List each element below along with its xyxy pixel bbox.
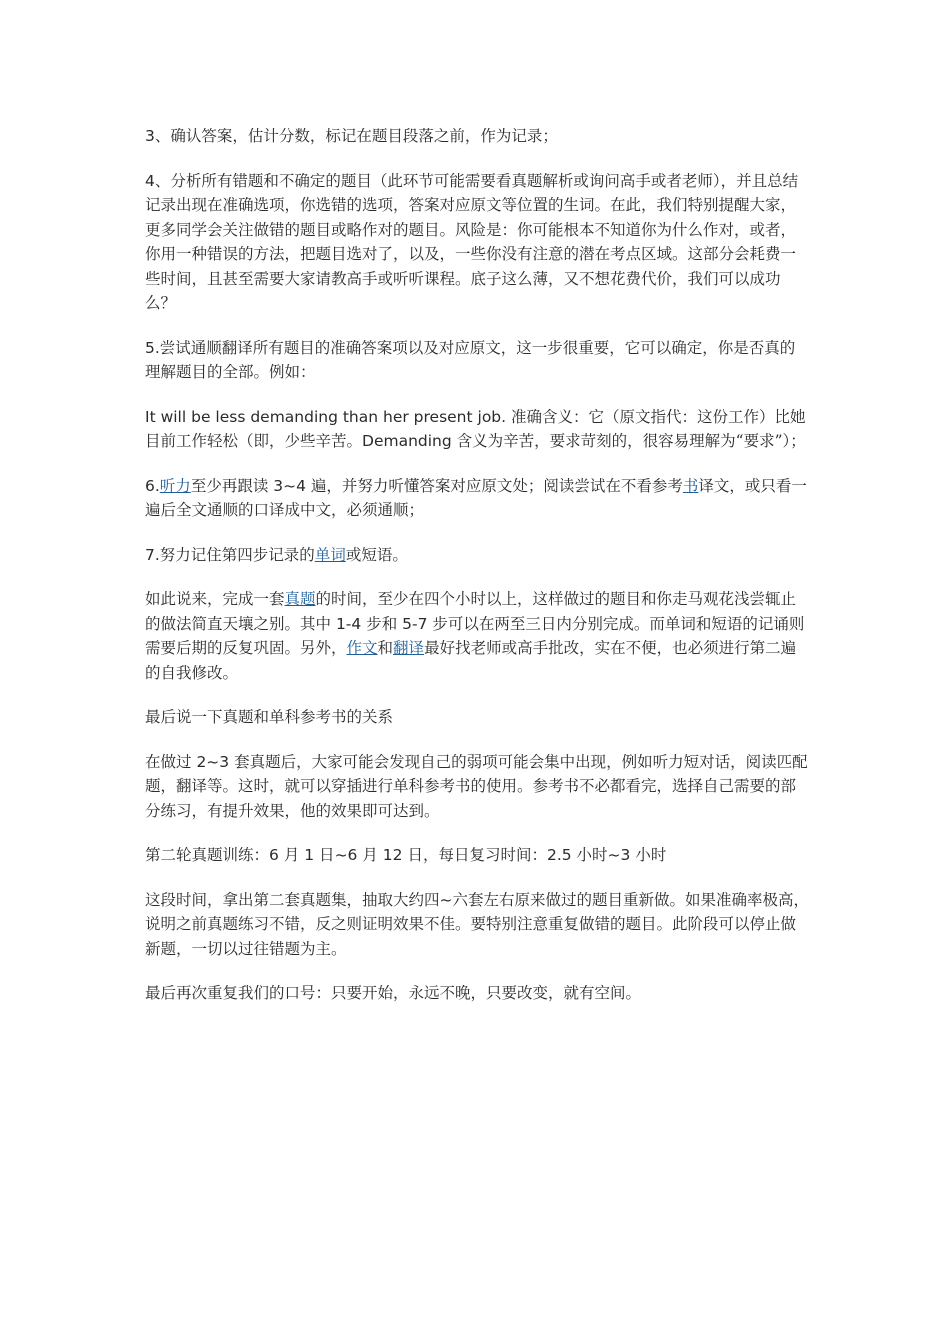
paragraph-summary	[145, 587, 810, 685]
step-range: 5-7	[402, 614, 428, 633]
date-number: 1	[304, 846, 315, 864]
example-word: Demanding	[362, 432, 452, 450]
paragraph-text: 日	[314, 846, 335, 864]
paragraph-step-4	[145, 169, 810, 316]
paragraph-slogan	[145, 981, 810, 1006]
paragraph-text: 小时	[630, 846, 667, 864]
paragraph-text: 、确认答案，估计分数，标记在题目段落之前，作为记录；	[154, 127, 558, 145]
example-sentence: It will be less demanding than her present job.	[145, 407, 507, 426]
paragraph-text: 的时间，至少在四个小时以上，这样做过的题目和你走马观花浅尝辄止的做法简直天壤之别。其中	[145, 590, 797, 633]
repeat-range: 3~4	[273, 476, 306, 495]
link-book[interactable]: 书	[682, 476, 699, 495]
paragraph-text: 第二轮真题训练：	[145, 846, 270, 864]
paragraph-text: 在做过	[145, 752, 197, 771]
example-explanation: 含义为辛苦，要求苛刻的，很容易理解为“要求”）；	[451, 432, 806, 450]
paragraph-text: 如此说来，完成一套	[145, 590, 285, 608]
step-number: 4	[145, 171, 155, 190]
document-body	[145, 124, 810, 1026]
paragraph-text: 译文，或只看一遍后全文通顺的口译成中文，必须通顺；	[145, 476, 807, 519]
paragraph-second-round-detail	[145, 888, 810, 962]
paragraph-text: 日，每日复习时间：	[402, 846, 547, 864]
paragraph-text: 六套左右原来做过的题目重新做。如果准确率极高，说明之前真题练习不错，反之则证明效果不佳。要特别注意重复做错的题目。此阶段可以停止做新题，一切以过往错题为主。	[145, 890, 810, 958]
paragraph-text: 或短语。	[345, 545, 408, 564]
date-number: 6	[269, 846, 279, 864]
link-writing[interactable]: 作文	[346, 639, 378, 657]
step-number: 3	[145, 127, 155, 145]
date-number: ~6	[334, 846, 358, 864]
tilde: ~	[439, 890, 453, 909]
set-count: 2~3	[196, 752, 230, 771]
link-listening[interactable]: 听力	[159, 476, 191, 495]
hours-number: 2.5	[546, 846, 572, 864]
paragraph-step-5	[145, 336, 810, 385]
date-number: 12	[382, 846, 403, 864]
link-real-exam[interactable]: 真题	[284, 590, 316, 608]
paragraph-text: 最后再次重复我们的口号：只要开始，永远不晚，只要改变，就有空间。	[145, 984, 642, 1002]
example-meaning: 准确含义：它（原文指代：这份工作）比她目前工作轻松（即，少些辛苦。	[145, 407, 806, 450]
step-number: 7.	[145, 545, 160, 564]
paragraph-text: 至少再跟读	[190, 476, 274, 495]
paragraph-text: 月	[357, 846, 383, 864]
hours-number: ~3	[607, 846, 631, 864]
paragraph-text: 最后说一下真题和单科参考书的关系	[145, 708, 394, 726]
paragraph-example	[145, 405, 810, 454]
paragraph-text: 遍，并努力听懂答案对应原文处；阅读尝试在不看参考	[305, 476, 683, 495]
step-number: 6.	[145, 476, 160, 495]
paragraph-text: 这段时间，拿出第二套真题集，抽取大约四	[145, 890, 440, 909]
paragraph-relation-heading	[145, 705, 810, 730]
paragraph-step-6	[145, 474, 810, 523]
paragraph-text: 尝试通顺翻译所有题目的准确答案项以及对应原文，这一步很重要，它可以确定，你是否真的理解题目的全部。例如：	[145, 338, 796, 381]
paragraph-text: 步和	[361, 614, 403, 633]
paragraph-text: 最好找老师或高手批改，实在不便，也必须进行第二遍的自我修改。	[145, 639, 797, 682]
paragraph-reference-books	[145, 750, 810, 824]
paragraph-text: 月	[278, 846, 305, 864]
paragraph-text: 步可以在两至三日内分别完成。而单词和短语的记诵则需要后期的反复巩固。另外，	[145, 614, 805, 657]
paragraph-text: 努力记住第四步记录的	[159, 545, 315, 564]
paragraph-second-round	[145, 843, 810, 868]
paragraph-step-3	[145, 124, 810, 149]
link-translation[interactable]: 翻译	[393, 639, 425, 657]
paragraph-text: 小时	[571, 846, 608, 864]
link-vocabulary[interactable]: 单词	[314, 545, 346, 564]
step-number: 5.	[145, 338, 160, 357]
paragraph-text: 、分析所有错题和不确定的题目（此环节可能需要看真题解析或询问高手或者老师），并且总结记录出现在准确选项，你选错的选项，答案对应原文等位置的生词。在此，我们特别提醒大家，更多同学会关注做错的题目或略作对的题目。风险是：你可能根本不知道你为什么作对，或者，你用一种错误的方法，把题目选对了，以及，一些你没有注意的潜在考点区域。这部分会耗费一些时间，且甚至需要大家请教高手或听听课程。底子这么薄，又不想花费代价，我们可以成功么？	[145, 171, 799, 312]
paragraph-text: 和	[377, 639, 394, 657]
paragraph-step-7	[145, 543, 810, 568]
paragraph-text: 套真题后，大家可能会发现自己的弱项可能会集中出现，例如听力短对话，阅读匹配题，翻译等。这时，就可以穿插进行单科参考书的使用。参考书不必都看完，选择自己需要的部分练习，有提升效果，他的效果即可达到。	[145, 752, 808, 820]
step-range: 1-4	[335, 614, 362, 633]
